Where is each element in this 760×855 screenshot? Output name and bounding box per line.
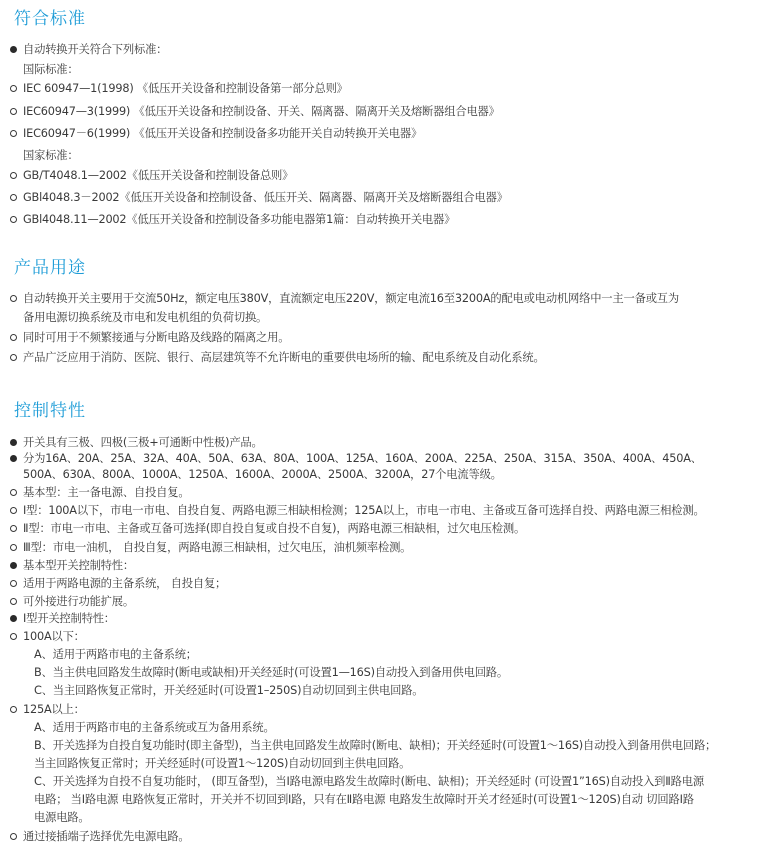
section-title-control: 控制特性 — [14, 401, 86, 421]
hollow-bullet-icon — [10, 194, 17, 201]
hollow-bullet-icon — [10, 706, 17, 713]
hollow-bullet-icon — [10, 525, 17, 532]
control-line-6: Ⅲ型：市电一油机， 自投自复，两路电源三相缺相，过欠电压，油机频率检测。 — [10, 541, 752, 555]
hollow-bullet-icon — [10, 334, 17, 341]
hollow-bullet-icon — [10, 354, 17, 361]
filled-bullet-icon — [10, 562, 17, 569]
hollow-bullet-icon — [10, 598, 17, 605]
control-line-11: 100A以下： — [10, 630, 752, 644]
control-line-3: 基本型：主一备电源、自投自复。 — [10, 486, 752, 500]
standards-line-3: IEC60947—3(1999) 《低压开关设备和控制设备、开关、隔离器、隔离开关及熔断器组合电器》 — [10, 105, 752, 119]
usage-line-2: 同时可用于不频繁接通与分断电路及线路的隔离之用。 — [10, 331, 752, 345]
control-line-0: 开关具有三极、四极(三极+可通断中性极)产品。 — [10, 436, 752, 450]
control-line-19: C、开关选择为自投不自复功能时， (即互备型)，当Ⅰ路电源电路发生故障时(断电、缺相)；开关经延时 (可设置1”16S)自动投入到Ⅱ路电源 — [34, 775, 704, 788]
control-line-1: 分为16A、20A、25A、32A、40A、50A、63A、80A、100A、125A、160A、200A、225A、250A、315A、350A、400A、450A、 — [10, 452, 752, 466]
hollow-bullet-icon — [10, 172, 17, 179]
standards-line-7: GBl4048.3－2002《低压开关设备和控制设备、低压开关、隔离器、隔离开关及熔断器组合电器》 — [10, 191, 752, 205]
control-line-13: B、当主供电回路发生故障时(断电或缺相)开关经延时(可设置1—16S)自动投入到备用供电回路。 — [34, 666, 508, 679]
hollow-bullet-icon — [10, 633, 17, 640]
control-line-9: 可外接进行功能扩展。 — [10, 595, 752, 609]
control-line-4: I型：100A以下，市电一市电、自投自复、两路电源三相缺相检测；125A以上，市电一市电、主备或互备可选择自投、两路电源三相检测。 — [10, 504, 752, 518]
control-line-15: 125A以上： — [10, 703, 752, 717]
hollow-bullet-icon — [10, 580, 17, 587]
control-line-5: Ⅱ型：市电一市电、主备或互备可选择(即自投自复或自投不自复)，两路电源三相缺相，过欠电压检测。 — [10, 522, 752, 536]
section-title-usage: 产品用途 — [14, 258, 86, 278]
standards-line-2: IEC 60947—1(1998) 《低压开关设备和控制设备第一部分总则》 — [10, 82, 752, 96]
filled-bullet-icon — [10, 439, 17, 446]
section-title-standards: 符合标准 — [14, 9, 86, 29]
filled-bullet-icon — [10, 455, 17, 462]
control-line-20: 电路； 当Ⅰ路电源 电路恢复正常时，开关并不切回到Ⅰ路，只有在Ⅱ路电源 电路发生故障时开关才经延时(可设置1～120S)自动 切回路Ⅰ路 — [34, 793, 694, 806]
hollow-bullet-icon — [10, 108, 17, 115]
control-line-16: A、适用于两路市电的主备系统或互为备用系统。 — [34, 721, 275, 734]
hollow-bullet-icon — [10, 85, 17, 92]
control-line-21: 电源电路。 — [34, 811, 90, 824]
usage-line-0: 自动转换开关主要用于交流50Hz，额定电压380V，直流额定电压220V，额定电流16至3200A的配电或电动机网络中一主一备或互为 — [10, 292, 752, 306]
usage-line-1: 备用电源切换系统及市电和发电机组的负荷切换。 — [23, 311, 268, 324]
usage-line-3: 产品广泛应用于消防、医院、银行、高层建筑等不允许断电的重要供电场所的输、配电系统及自动化系统。 — [10, 351, 752, 365]
filled-bullet-icon — [10, 615, 17, 622]
control-line-14: C、当主回路恢复正常时，开关经延时(可设置1–250S)自动切回到主供电回路。 — [34, 684, 424, 697]
hollow-bullet-icon — [10, 489, 17, 496]
standards-line-1: 国际标准： — [23, 63, 79, 76]
hollow-bullet-icon — [10, 295, 17, 302]
control-line-22: 通过接插端子选择优先电源电路。 — [10, 830, 752, 844]
hollow-bullet-icon — [10, 507, 17, 514]
control-line-2: 500A、630A、800A、1000A、1250A、1600A、2000A、2500A、3200A，27个电流等级。 — [23, 468, 502, 481]
filled-bullet-icon — [10, 46, 17, 53]
standards-line-5: 国家标准： — [23, 149, 79, 162]
control-line-10: I型开关控制特性： — [10, 612, 752, 626]
hollow-bullet-icon — [10, 216, 17, 223]
control-line-18: 当主回路恢复正常时；开关经延时(可设置1～120S)自动切回到主供电回路。 — [34, 757, 411, 770]
control-line-17: B、开关选择为自投自复功能时(即主备型)，当主供电回路发生故障时(断电、缺相)；开关经延时(可设置1～16S)自动投入到备用供电回路； — [34, 739, 717, 752]
standards-line-6: GB/T4048.1—2002《低压开关设备和控制设备总则》 — [10, 169, 752, 183]
standards-line-4: IEC60947－6(1999) 《低压开关设备和控制设备多功能开关自动转换开关电器》 — [10, 127, 752, 141]
hollow-bullet-icon — [10, 130, 17, 137]
standards-line-0: 自动转换开关符合下列标准： — [10, 43, 752, 57]
standards-line-8: GBl4048.11—2002《低压开关设备和控制设备多功能电器第1篇：自动转换开关电器》 — [10, 213, 752, 227]
control-line-12: A、适用于两路市电的主备系统； — [34, 648, 197, 661]
hollow-bullet-icon — [10, 833, 17, 840]
hollow-bullet-icon — [10, 544, 17, 551]
control-line-8: 适用于两路电源的主备系统， 自投自复； — [10, 577, 752, 591]
control-line-7: 基本型开关控制特性： — [10, 559, 752, 573]
